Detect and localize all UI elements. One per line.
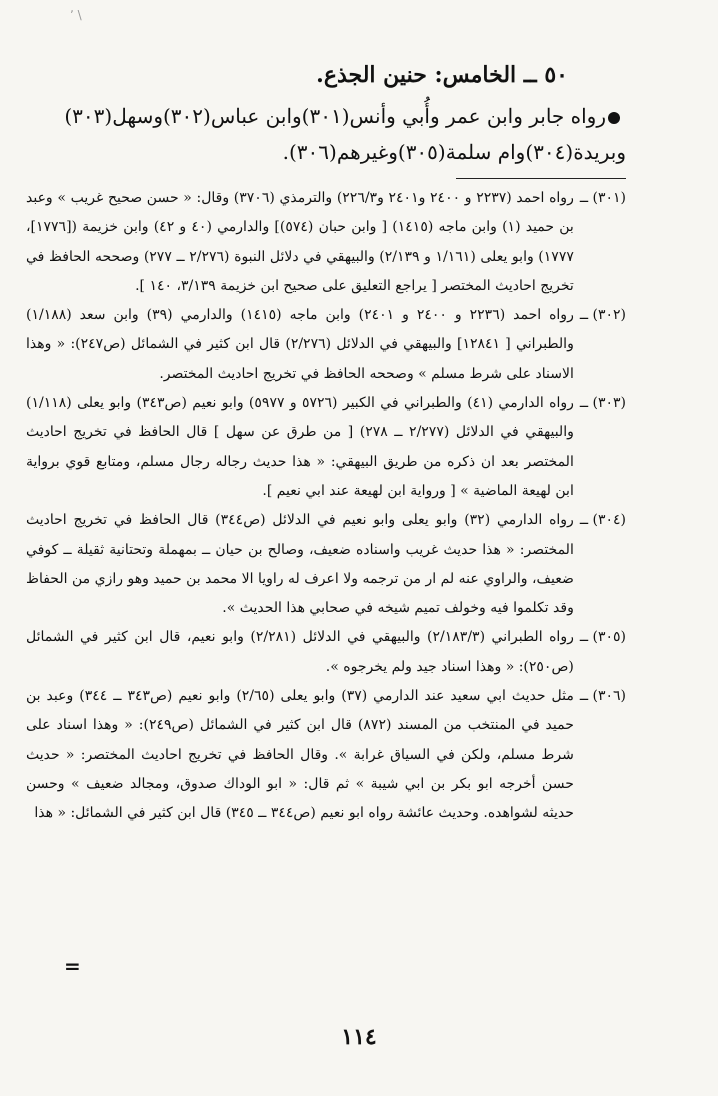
footnote-text: رواه الدارمي (٤١) والطبراني في الكبير (٥٧٢٦ و ٥٩٧٧) وابو نعيم (ص٣٤٣) وابو يعلى (١/١١٨) والبيهقي في الدلائل (٢/٢٧٧ ــ ٢٧٨) [ من طرق عن سهل ] قال الحافظ في تخريج احاديث المختصر بعد ان ذكره من طريق البيهقي: « هذا حديث رجاله رجال مسلم، ومتابع قوي برواية ابن لهيعة الماضية » [ ورواية ابن لهيعة عند ابي نعيم ]. [26,395,574,499]
footnote-number: (٣٠٥) ــ [579,629,626,646]
footnote-text: رواه الطبراني (٢/١٨٣/٣) والبيهقي في الدلائل (٢/٢٨١) وابو نعيم، قال ابن كثير في الشمائل (ص٢٥٠): « وهذا اسناد جيد ولم يخرجوه ». [26,629,574,675]
footnote-text: مثل حديث ابي سعيد عند الدارمي (٣٧) وابو يعلى (٢/٦٥) وابو نعيم (ص٣٤٣ ــ ٣٤٤) وعبد بن حميد في المنتخب من المسند (٨٧٢) قال ابن كثير في الشمائل (ص٢٤٩): « وهذا اسناد على شرط مسلم، ولكن في السياق غرابة ». وقال الحافظ في تخريج احاديث المختصر: « حديث حسن أخرجه ابو بكر بن ابي شيبة » ثم قال: « ابو الوداك صدوق، ومجالد ضعيف » وحسن حديثه لشواهده. وحديث عائشة رواه ابو نعيم (ص٣٤٤ ــ ٣٤٥) قال ابن كثير في الشمائل: « هذا [26,688,574,822]
footnote-divider [456,178,626,179]
footnote-304 [26,506,626,623]
footnote-305 [26,623,626,682]
footnote-text: رواه احمد (٢٢٣٦ و ٢٤٠٠ و ٢٤٠١) وابن ماجه (١٤١٥) والدارمي (٣٩) وابن سعد (١/١٨٨) والطبراني [ ١٢٨٤١] والبيهقي في الدلائل (٢/٢٧٦) قال ابن كثير في الشمائل (ص٢٤٧): « وهذا الاسناد على شرط مسلم » وصححه الحافظ في تخريج احاديث المختصر. [26,307,574,382]
footnote-number: (٣٠٣) ــ [579,395,626,412]
footnote-306 [26,682,626,828]
section-heading: ٥٠ ــ الخامس: حنين الجذع. [316,62,568,88]
footnote-text: رواه احمد (٢٢٣٧ و ٢٤٠٠ و٢٤٠١ و٢٢٦/٣) والترمذي (٣٧٠٦) وقال: « حسن صحيح غريب » وعبد بن حميد (١) وابن ماجه (١٤١٥) [ وابن حبان (٥٧٤)] والدارمي (٤٠ و ٤٢) وابن خزيمة ([١٧٧٦]، ١٧٧٧) وابو يعلى (١/١٦١ و ٢/١٣٩) والبيهقي في دلائل النبوة (٢/٢٧٦ ــ ٢٧٧) وصححه الحافظ في تخريج احاديث المختصر [ يراجع التعليق على صحيح ابن خزيمة ٣/١٣٩، ١٤٠ ]. [26,190,574,294]
footnotes [26,184,626,829]
footnote-text: رواه الدارمي (٣٢) وابو يعلى وابو نعيم في الدلائل (ص٣٤٤) قال الحافظ في تخريج احاديث المختصر: « هذا حديث غريب واسناده ضعيف، وصالح بن حيان ــ بمهملة وتحتانية ثقيلة ــ كوفي ضعيف، والراوي عنه لم ار من ترجمه ولا اعرف له راويا الا محمد بن حميد وهو رازي من الحفاظ وقد تكلموا فيه وخولف تميم شيخه في صحابي هذا الحديث ». [26,512,574,617]
footnote-303 [26,389,626,506]
footnote-302 [26,301,626,389]
page-number: ١١٤ [341,1024,377,1050]
scan-mark: ٬ \ [70,8,82,22]
intro-line-2: وبريدة(٣٠٤)وام سلمة(٣٠٥)وغيرهم(٣٠٦). [282,140,626,164]
footnote-number: (٣٠٢) ــ [579,307,626,324]
footnote-number: (٣٠١) ــ [579,190,626,206]
footnote-301 [26,184,626,301]
continuation-mark: = [64,954,81,978]
intro-line-1: رواه جابر وابن عمر وأُبي وأنس(٣٠١)وابن عباس(٣٠٢)وسهل(٣٠٣) [64,104,606,128]
intro-paragraph [26,98,626,170]
footnote-number: (٣٠٦) ــ [579,688,626,705]
footnote-number: (٣٠٤) ــ [579,512,626,529]
